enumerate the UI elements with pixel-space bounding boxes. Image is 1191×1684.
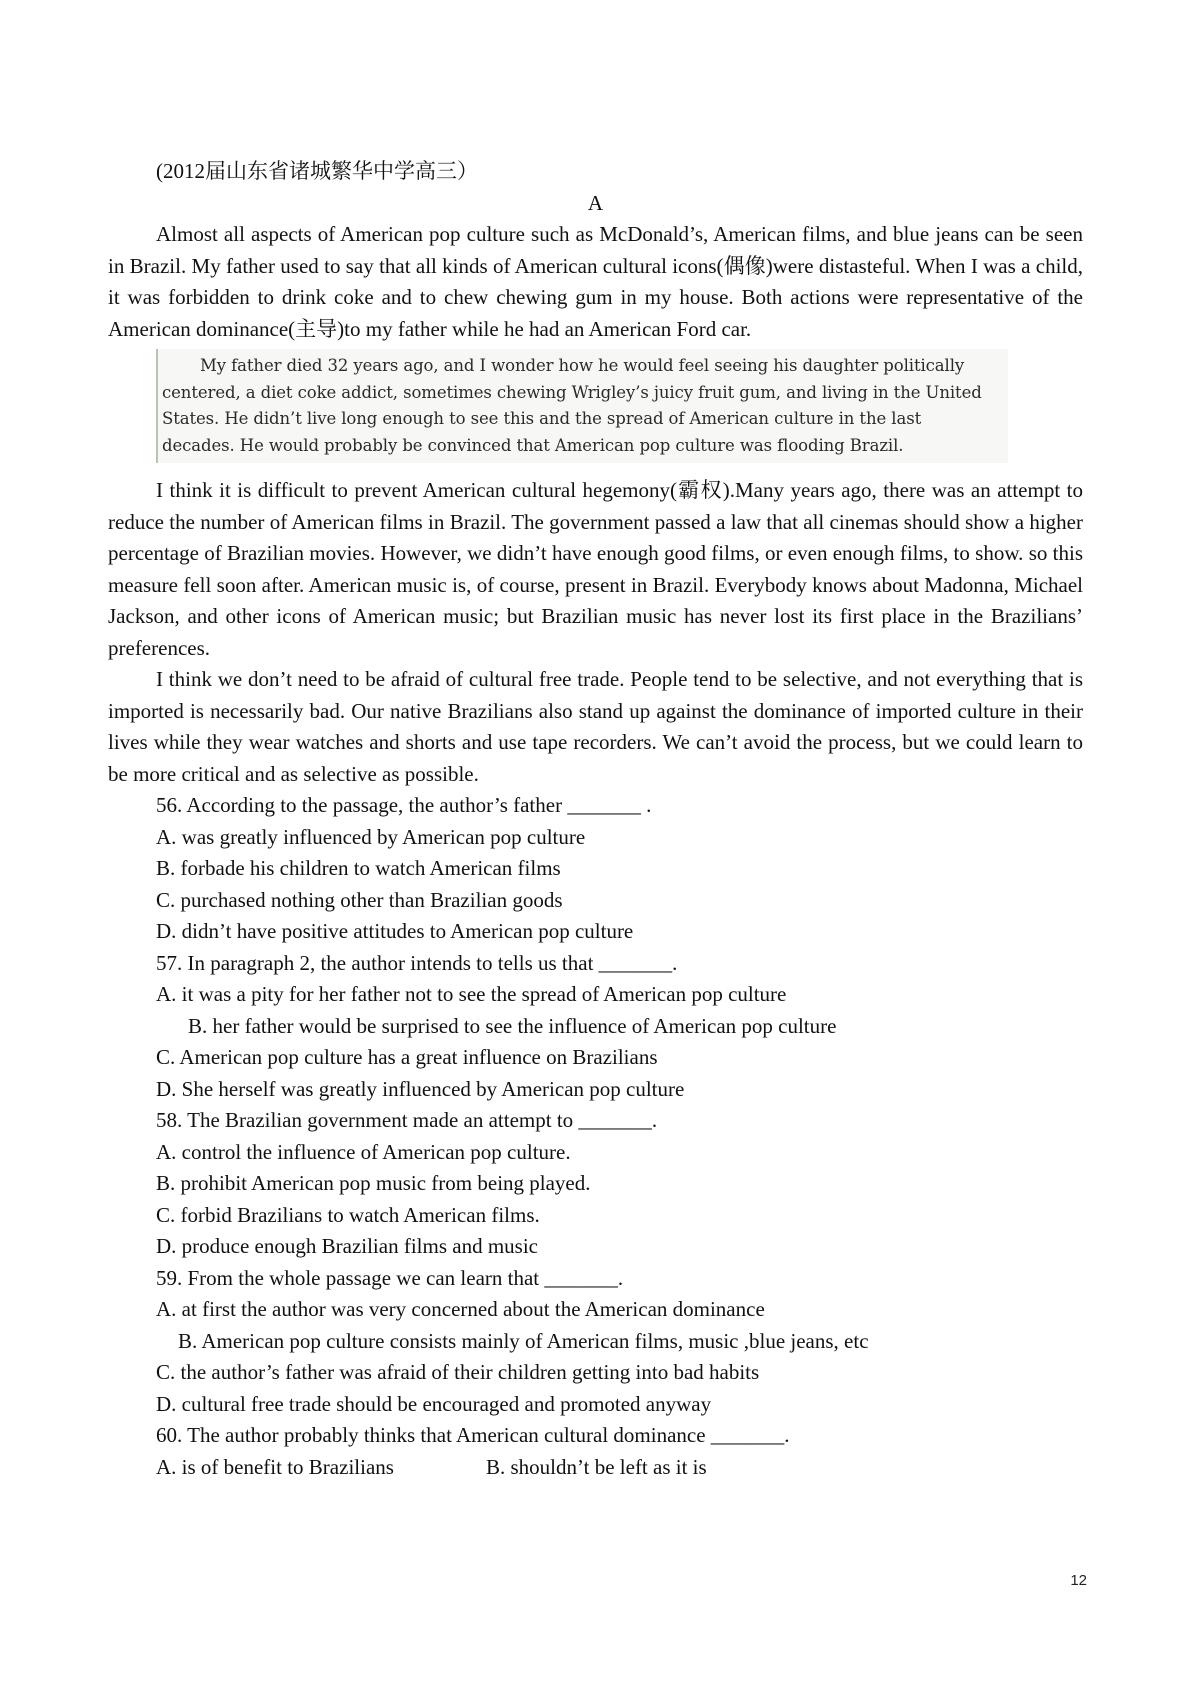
option-57-c: C. American pop culture has a great influence on Brazilians xyxy=(156,1045,658,1069)
paragraph-2: I think it is difficult to prevent American cultural hegemony(霸权).Many years ago, there was an attempt to reduce the number of American films in Brazil. The government passed a law that all cinemas should show a higher percentage of Brazilian movies. However, we didn’t have enough good films, or even enough films, to show. so this measure fell soon after. American music is, of course, present in Brazil. Everybody knows about Madonna, Michael Jackson, and other icons of American music; but Brazilian music has never lost its first place in the Brazilians’ preferences. xyxy=(108,478,1083,660)
option-59-d: D. cultural free trade should be encouraged and promoted anyway xyxy=(156,1391,712,1416)
page-content xyxy=(108,156,1083,1483)
option-58-d: D. produce enough Brazilian films and music xyxy=(156,1234,538,1258)
option-56-c: C. purchased nothing other than Brazilian goods xyxy=(156,887,563,912)
option-58-c: C. forbid Brazilians to watch American films. xyxy=(156,1202,540,1227)
question-58: 58. The Brazilian government made an attempt to _______. xyxy=(156,1108,658,1132)
option-59-c: C. the author’s father was afraid of their children getting into bad habits xyxy=(156,1360,760,1384)
question-57: 57. In paragraph 2, the author intends to tells us that _______. xyxy=(156,950,678,975)
option-57-a: A. it was a pity for her father not to see the spread of American pop culture xyxy=(156,982,787,1006)
option-60-a: A. is of benefit to Brazilians xyxy=(156,1454,394,1479)
option-56-d: D. didn’t have positive attitudes to American pop culture xyxy=(156,919,634,943)
paragraph-1: Almost all aspects of American pop culture such as McDonald’s, American films, and blue jeans can be seen in Brazil. My father used to say that all kinds of American cultural icons(偶像)were distasteful. When I was a child, it was forbidden to drink coke and to chew chewing gum in my house. Both actions were representative of the American dominance(主导)to my father while he had an American Ford car. xyxy=(108,222,1083,341)
option-58-a: A. control the influence of American pop culture. xyxy=(156,1139,571,1164)
question-59: 59. From the whole passage we can learn that _______. xyxy=(156,1265,624,1290)
options-60-row xyxy=(108,1452,1083,1484)
option-59-b: B. American pop culture consists mainly of American films, music ,blue jeans, etc xyxy=(178,1328,869,1353)
section-letter: A xyxy=(587,190,604,215)
option-57-b: B. her father would be surprised to see the influence of American pop culture xyxy=(188,1013,837,1038)
quoted-paragraph-text: My father died 32 years ago, and I wonder how he would feel seeing his daughter politically centered, a diet coke addict, sometimes chewing Wrigley’s juicy fruit gum, and living in the United States. He didn’t live long enough to see this and the spread of American culture in the last decades. He would probably be convinced that American pop culture was flooding Brazil. xyxy=(162,356,982,455)
option-59-a: A. at first the author was very concerned about the American dominance xyxy=(156,1297,765,1321)
question-60: 60. The author probably thinks that American cultural dominance _______. xyxy=(156,1423,790,1447)
paragraph-3: I think we don’t need to be afraid of cultural free trade. People tend to be selective, and not everything that is imported is necessarily bad. Our native Brazilians also stand up against the dominance of imported culture in their lives while they wear watches and shorts and use tape recorders. We can’t avoid the process, but we could learn to be more critical and as selective as possible. xyxy=(108,667,1083,786)
option-60-b: B. shouldn’t be left as it is xyxy=(486,1454,707,1479)
option-56-b: B. forbade his children to watch American films xyxy=(156,856,561,880)
option-57-d: D. She herself was greatly influenced by American pop culture xyxy=(156,1076,685,1101)
quoted-paragraph-image xyxy=(156,349,1008,463)
option-58-b: B. prohibit American pop music from being played. xyxy=(156,1171,591,1195)
source-line: (2012届山东省诸城繁华中学高三） xyxy=(156,159,478,183)
question-56: 56. According to the passage, the author’s father _______ . xyxy=(156,793,652,817)
option-56-a: A. was greatly influenced by American pop culture xyxy=(156,824,586,849)
page-number: 12 xyxy=(1070,1572,1087,1589)
